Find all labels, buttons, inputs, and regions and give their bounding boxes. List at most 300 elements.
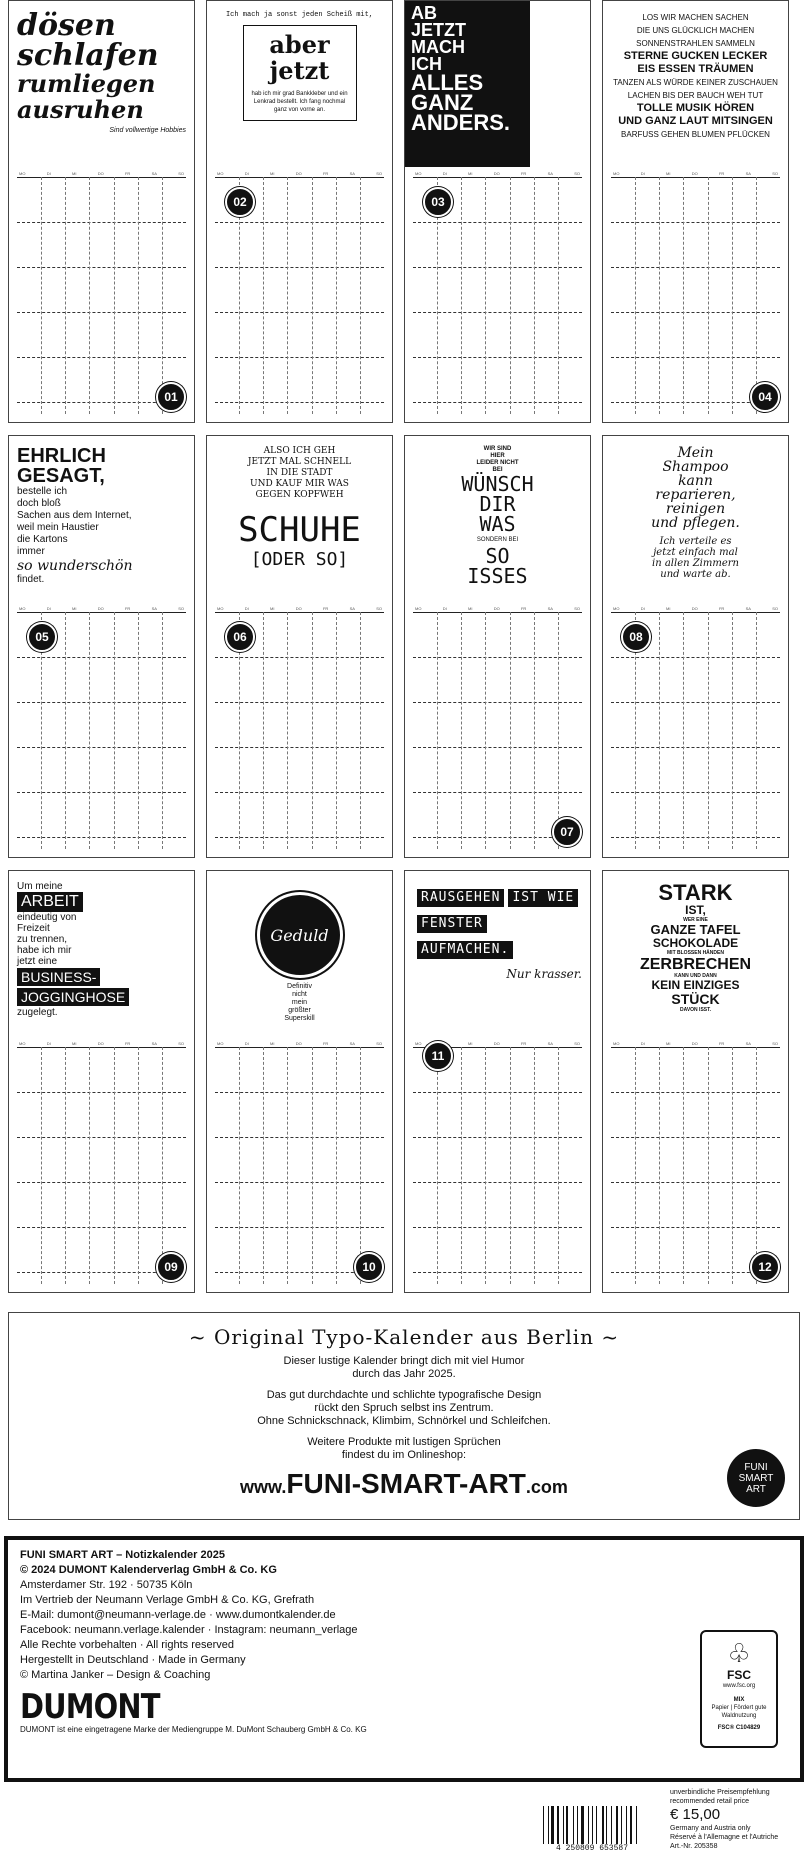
barcode-bar <box>630 1806 632 1844</box>
barcode-bar <box>616 1806 619 1844</box>
weekday-label: FR <box>718 171 725 176</box>
quote-line: AB <box>411 3 437 23</box>
quote-line: Freizeit <box>17 923 50 934</box>
quote-line: LOS WIR MACHEN SACHEN <box>642 13 749 22</box>
week-row[interactable] <box>17 1093 186 1138</box>
week-row[interactable] <box>17 313 186 358</box>
month-number-badge: 06 <box>225 622 255 652</box>
quote-line: jetzt einfach mal <box>653 547 738 558</box>
barcode-bar <box>585 1806 587 1844</box>
weekday-label: DO <box>97 1041 104 1046</box>
quote-line: mein <box>291 999 308 1006</box>
quote-line: zu trennen, <box>17 934 68 945</box>
weekday-label: DO <box>691 171 698 176</box>
weekday-label: SO <box>376 171 382 176</box>
week-row[interactable] <box>413 1138 582 1183</box>
quote-line: die Kartons <box>17 534 68 545</box>
week-row[interactable] <box>413 223 582 268</box>
weekday-label: MO <box>19 1041 26 1046</box>
weekday-label: FR <box>520 171 527 176</box>
weekday-label: DI <box>442 606 447 611</box>
quote-line: findet. <box>17 574 45 585</box>
weekday-label: MI <box>665 606 671 611</box>
day-divider <box>263 612 264 849</box>
quote-line: WIR SIND <box>483 446 512 452</box>
quote-area <box>17 8 186 169</box>
day-divider <box>635 177 636 414</box>
info-p3b: findest du im Onlineshop: <box>341 1449 467 1461</box>
week-row[interactable] <box>413 1093 582 1138</box>
weekday-label: MI <box>71 1041 77 1046</box>
month-card-02 <box>206 0 393 423</box>
weekday-label: SA <box>349 606 355 611</box>
month-card-07 <box>404 435 591 858</box>
day-divider <box>360 177 361 414</box>
quote-line: Superskill <box>284 1015 315 1022</box>
day-divider <box>558 177 559 414</box>
day-divider <box>756 1047 757 1284</box>
barcode-bar <box>566 1806 568 1844</box>
weekday-label: FR <box>124 606 131 611</box>
imprint-line: FUNI SMART ART – Notizkalender 2025 <box>20 1549 225 1561</box>
month-number-badge: 04 <box>750 382 780 412</box>
weekday-label: SO <box>574 171 580 176</box>
week-row[interactable] <box>611 1183 780 1228</box>
week-row[interactable] <box>413 1183 582 1228</box>
quote-line: STARK <box>658 880 733 905</box>
quote-line: WAS <box>479 512 516 536</box>
day-divider <box>336 1047 337 1284</box>
day-divider <box>558 612 559 849</box>
barcode-bar <box>545 1806 547 1844</box>
barcode-bar <box>605 1806 606 1844</box>
barcode-bar <box>575 1806 576 1844</box>
day-divider <box>437 1047 438 1284</box>
price-note: unverbindliche Preisempfehlung <box>670 1789 770 1796</box>
week-row[interactable] <box>215 793 384 838</box>
month-card-10 <box>206 870 393 1293</box>
week-row[interactable] <box>215 268 384 313</box>
day-divider <box>65 1047 66 1284</box>
day-divider <box>534 1047 535 1284</box>
weekday-label: MI <box>269 171 275 176</box>
weekday-label: MI <box>665 1041 671 1046</box>
barcode-bar <box>636 1806 637 1844</box>
quote-line: STERNE GUCKEN LECKER <box>623 50 768 62</box>
month-card-06 <box>206 435 393 858</box>
day-divider <box>708 612 709 849</box>
quote-line: MACH <box>411 37 465 57</box>
barcode-bar <box>555 1806 556 1844</box>
imprint-line: Amsterdamer Str. 192 · 50735 Köln <box>20 1579 193 1591</box>
quote-line: SONDERN BEI <box>476 537 519 543</box>
weekday-label: MO <box>217 1041 224 1046</box>
price-note-en: recommended retail price <box>670 1798 749 1805</box>
weekday-label: MO <box>217 606 224 611</box>
barcode-bar <box>623 1806 625 1844</box>
quote-line: und warte ab. <box>660 569 731 580</box>
article-number: Art.-Nr. 205358 <box>670 1843 718 1850</box>
week-row[interactable] <box>215 313 384 358</box>
quote-line: DIE UNS GLÜCKLICH MACHEN <box>636 26 755 35</box>
day-divider <box>659 612 660 849</box>
day-divider <box>708 1047 709 1284</box>
week-row[interactable] <box>215 658 384 703</box>
week-row[interactable] <box>17 1183 186 1228</box>
weekday-label: DO <box>295 606 302 611</box>
info-title: ~ Original Typo-Kalender aus Berlin ~ <box>188 1325 620 1349</box>
quote-line: ARBEIT <box>17 892 83 912</box>
quote-line: hab ich mir grad Bankkleber und ein Lenkrad bestellt. Ich fang nochmal ganz von vorne an. <box>251 91 348 113</box>
quote-line: bestelle ich <box>17 486 68 497</box>
week-row[interactable] <box>17 223 186 268</box>
day-divider <box>65 177 66 414</box>
barcode-bar <box>606 1806 607 1844</box>
calendar-grid <box>413 606 582 849</box>
day-divider <box>138 177 139 414</box>
calendar-grid <box>611 1041 780 1284</box>
day-divider <box>732 1047 733 1284</box>
day-divider <box>114 612 115 849</box>
week-row[interactable] <box>17 793 186 838</box>
quote-line: doch bloß <box>17 498 61 509</box>
weekday-label: SO <box>178 1041 184 1046</box>
week-row[interactable] <box>17 178 186 223</box>
day-divider <box>659 177 660 414</box>
calendar-grid <box>413 1041 582 1284</box>
weekday-label: DO <box>97 606 104 611</box>
quote-line: SONNENSTRAHLEN SAMMELN <box>636 39 755 48</box>
barcode: 4 250809 653587 <box>543 1806 641 1854</box>
week-row[interactable] <box>413 613 582 658</box>
week-row[interactable] <box>413 703 582 748</box>
week-row[interactable] <box>17 703 186 748</box>
week-row[interactable] <box>413 313 582 358</box>
month-number-badge: 10 <box>354 1252 384 1282</box>
quote-line: habe ich mir <box>17 945 72 956</box>
month-number-badge: 09 <box>156 1252 186 1282</box>
weekday-label: SO <box>772 171 778 176</box>
week-row[interactable] <box>215 703 384 748</box>
barcode-bar <box>638 1806 640 1844</box>
week-row[interactable] <box>17 268 186 313</box>
week-row[interactable] <box>413 748 582 793</box>
week-row[interactable] <box>413 358 582 403</box>
weekday-label: DO <box>493 606 500 611</box>
barcode-bar <box>592 1806 594 1844</box>
day-divider <box>263 177 264 414</box>
month-card-11 <box>404 870 591 1293</box>
calendar-grid <box>215 1041 384 1284</box>
week-row[interactable] <box>413 268 582 313</box>
weekday-label: DI <box>640 606 645 611</box>
price-region: Germany and Austria only <box>670 1825 751 1832</box>
weekday-label: SO <box>574 1041 580 1046</box>
day-divider <box>162 177 163 414</box>
weekday-label: SO <box>376 1041 382 1046</box>
quote-line: STÜCK <box>671 991 720 1007</box>
imprint-line: Im Vertrieb der Neumann Verlage GmbH & Co. KG, Grefrath <box>20 1594 315 1606</box>
day-divider <box>732 177 733 414</box>
week-row[interactable] <box>413 1228 582 1273</box>
quote-line: ZERBRECHEN <box>639 956 752 973</box>
day-divider <box>41 1047 42 1284</box>
barcode-bar <box>619 1806 620 1844</box>
imprint-box <box>4 1536 804 1782</box>
quote-line: GEGEN KOPFWEH <box>255 490 344 500</box>
weekday-label: MO <box>217 171 224 176</box>
weekday-label: DI <box>442 171 447 176</box>
info-p1b: durch das Jahr 2025. <box>352 1368 456 1380</box>
day-divider <box>336 177 337 414</box>
info-p2c: Ohne Schnickschnack, Klimbim, Schnörkel und Schleifchen. <box>257 1415 551 1427</box>
calendar-grid <box>17 171 186 414</box>
weekday-label: MO <box>613 1041 620 1046</box>
quote-line: Mein <box>677 445 714 461</box>
barcode-bar <box>608 1806 610 1844</box>
quote-line: ANDERS. <box>411 110 511 135</box>
quote-area <box>405 1 530 167</box>
quote-line: UND GANZ LAUT MITSINGEN <box>618 115 773 127</box>
day-divider <box>89 612 90 849</box>
week-row[interactable] <box>413 658 582 703</box>
quote-area <box>611 881 780 1039</box>
month-number-badge: 02 <box>225 187 255 217</box>
barcode-bar <box>581 1806 584 1844</box>
day-divider <box>162 612 163 849</box>
quote-line: zugelegt. <box>17 1007 58 1018</box>
day-divider <box>287 612 288 849</box>
weekday-label: DI <box>640 1041 645 1046</box>
weekday-label: DI <box>46 606 51 611</box>
week-row[interactable] <box>17 1138 186 1183</box>
week-row[interactable] <box>611 313 780 358</box>
quote-line: nicht <box>292 991 307 998</box>
quote-line: reinigen <box>665 501 726 517</box>
quote-line: immer <box>17 546 45 557</box>
week-row[interactable] <box>611 748 780 793</box>
weekday-label: MI <box>71 171 77 176</box>
info-p1: Dieser lustige Kalender bringt dich mit viel Humor <box>283 1355 525 1367</box>
quote-line: LEIDER NICHT <box>476 460 519 466</box>
month-number-badge: 07 <box>552 817 582 847</box>
week-row[interactable] <box>611 658 780 703</box>
weekday-header <box>215 606 384 613</box>
day-divider <box>683 177 684 414</box>
imprint-line: Hergestellt in Deutschland · Made in Germany <box>20 1654 246 1666</box>
quote-line: BARFUSS GEHEN BLUMEN PFLÜCKEN <box>621 130 770 139</box>
weekday-header <box>17 1041 186 1048</box>
quote-line: GANZE TAFEL <box>650 922 741 937</box>
quote-frame <box>243 25 357 121</box>
info-panel <box>8 1312 800 1520</box>
month-card-03 <box>404 0 591 423</box>
quote-line: eindeutig von <box>17 912 77 923</box>
fsc-badge: ♧ FSC www.fsc.org MIX Papier | Fördert gute Waldnutzung FSC® C104829 <box>700 1630 778 1748</box>
quote-line: so wunderschön <box>17 558 133 574</box>
weekday-label: MO <box>613 171 620 176</box>
quote-line: JETZT <box>411 20 467 40</box>
quote-line: [ODER SO] <box>250 549 349 570</box>
weekday-label: DO <box>691 606 698 611</box>
quote-line: IST WIE <box>508 889 578 907</box>
week-row[interactable] <box>17 1048 186 1093</box>
weekday-label: DO <box>493 171 500 176</box>
barcode-bar <box>602 1806 604 1844</box>
trademark: DUMONT ist eine eingetragene Marke der Mediengruppe M. DuMont Schauberg GmbH & Co. KG <box>20 1725 367 1734</box>
weekday-label: SA <box>547 171 553 176</box>
weekday-label: SA <box>349 1041 355 1046</box>
day-divider <box>239 1047 240 1284</box>
weekday-label: MI <box>665 171 671 176</box>
week-row[interactable] <box>215 1093 384 1138</box>
barcode-bar <box>543 1806 544 1844</box>
quote-line: FENSTER <box>417 915 487 933</box>
week-row[interactable] <box>215 1048 384 1093</box>
weekday-label: SO <box>574 606 580 611</box>
day-divider <box>461 1047 462 1284</box>
day-divider <box>461 177 462 414</box>
quote-area <box>413 446 582 604</box>
week-row[interactable] <box>215 223 384 268</box>
weekday-label: DI <box>640 171 645 176</box>
weekday-label: DO <box>97 171 104 176</box>
quote-area <box>611 446 780 604</box>
weekday-label: DI <box>244 1041 249 1046</box>
weekday-label: SA <box>547 1041 553 1046</box>
weekday-label: MI <box>269 1041 275 1046</box>
weekday-label: SA <box>151 606 157 611</box>
week-row[interactable] <box>215 358 384 403</box>
weekday-label: SO <box>376 606 382 611</box>
weekday-label: FR <box>124 171 131 176</box>
weekday-header <box>611 1041 780 1048</box>
quote-area <box>611 11 780 169</box>
week-row[interactable] <box>611 223 780 268</box>
quote-line: ALLES <box>411 70 484 95</box>
week-row[interactable] <box>611 1093 780 1138</box>
day-divider <box>360 1047 361 1284</box>
weekday-label: SO <box>772 1041 778 1046</box>
barcode-bar <box>579 1806 580 1844</box>
quote-line: Shampoo <box>662 459 729 475</box>
quote-line: weil mein Haustier <box>17 522 99 533</box>
weekday-label: SA <box>745 606 751 611</box>
day-divider <box>485 177 486 414</box>
week-row[interactable] <box>215 1138 384 1183</box>
barcode-bar <box>557 1806 559 1844</box>
quote-line: und pflegen. <box>651 515 740 531</box>
day-divider <box>162 1047 163 1284</box>
weekday-label: SA <box>745 1041 751 1046</box>
day-divider <box>510 1047 511 1284</box>
quote-line: DIR <box>479 492 516 516</box>
imprint-line: Facebook: neumann.verlage.kalender · Instagram: neumann_verlage <box>20 1624 358 1636</box>
quote-line: Definitiv <box>287 983 312 990</box>
weekday-label: DI <box>46 1041 51 1046</box>
quote-line: BEI <box>492 467 503 473</box>
dumont-logo: DUMONT <box>20 1687 160 1727</box>
day-divider <box>287 1047 288 1284</box>
week-row[interactable] <box>611 178 780 223</box>
info-p2: Das gut durchdachte und schlichte typografische Design <box>266 1389 542 1401</box>
quote-line: Sind vollwertige Hobbies <box>109 127 186 134</box>
month-card-09 <box>8 870 195 1293</box>
barcode-bar <box>633 1806 636 1844</box>
quote-line: kann <box>678 473 713 489</box>
week-row[interactable] <box>611 1048 780 1093</box>
imprint-line: E-Mail: dumont@neumann-verlage.de · www.dumontkalender.de <box>20 1609 336 1621</box>
weekday-label: DI <box>46 171 51 176</box>
week-row[interactable] <box>611 268 780 313</box>
day-divider <box>756 612 757 849</box>
calendar-grid <box>17 1041 186 1284</box>
week-row[interactable] <box>611 1138 780 1183</box>
quote-line: in allen Zimmern <box>652 558 739 569</box>
weekday-label: MO <box>19 171 26 176</box>
quote-line: SO <box>485 544 510 568</box>
quote-line: KEIN EINZIGES <box>651 978 740 992</box>
quote-line: JETZT MAL SCHNELL <box>247 457 352 467</box>
day-divider <box>114 1047 115 1284</box>
day-divider <box>732 612 733 849</box>
shop-url[interactable]: www.FUNI-SMART-ART.com <box>240 1468 568 1499</box>
barcode-bar <box>551 1806 554 1844</box>
barcode-bar <box>590 1806 591 1844</box>
week-row[interactable] <box>215 1183 384 1228</box>
week-row[interactable] <box>611 703 780 748</box>
quote-line: TOLLE MUSIK HÖREN <box>636 102 755 114</box>
barcode-bar <box>611 1806 612 1844</box>
week-row[interactable] <box>611 793 780 838</box>
weekday-label: MO <box>415 171 422 176</box>
quote-line: dösen <box>17 8 116 43</box>
barcode-bar <box>588 1806 589 1844</box>
quote-line: AUFMACHEN. <box>417 941 513 959</box>
barcode-bar <box>548 1806 549 1844</box>
quote-line: IN DIE STADT <box>266 468 333 478</box>
day-divider <box>510 612 511 849</box>
quote-line: LACHEN BIS DER BAUCH WEH TUT <box>627 91 764 100</box>
quote-line: rumliegen <box>17 69 156 98</box>
week-row[interactable] <box>215 748 384 793</box>
barcode-bar <box>626 1806 627 1844</box>
week-row[interactable] <box>17 658 186 703</box>
weekday-label: MI <box>71 606 77 611</box>
weekday-label: MO <box>415 1041 422 1046</box>
quote-line: TANZEN ALS WÜRDE KEINER ZUSCHAUEN <box>613 78 778 87</box>
price-value: € 15,00 <box>670 1806 721 1823</box>
quote-line: SCHOKOLADE <box>652 936 739 950</box>
weekday-label: SA <box>547 606 553 611</box>
funi-logo: FUNI SMART ART <box>727 1449 785 1507</box>
quote-line: WÜNSCH <box>461 472 534 496</box>
weekday-header <box>611 606 780 613</box>
week-row[interactable] <box>17 748 186 793</box>
month-number-badge: 12 <box>750 1252 780 1282</box>
weekday-label: DO <box>295 171 302 176</box>
quote-line: aber <box>269 30 330 59</box>
quote-line: DAVON ISST. <box>679 1007 712 1013</box>
month-number-badge: 03 <box>423 187 453 217</box>
weekday-label: SO <box>178 171 184 176</box>
quote-line: ICH <box>411 54 442 74</box>
weekday-header <box>215 1041 384 1048</box>
quote-line: UND KAUF MIR WAS <box>250 479 349 489</box>
day-divider <box>41 177 42 414</box>
quote-line: JOGGINGHOSE <box>17 988 129 1006</box>
weekday-label: FR <box>322 171 329 176</box>
